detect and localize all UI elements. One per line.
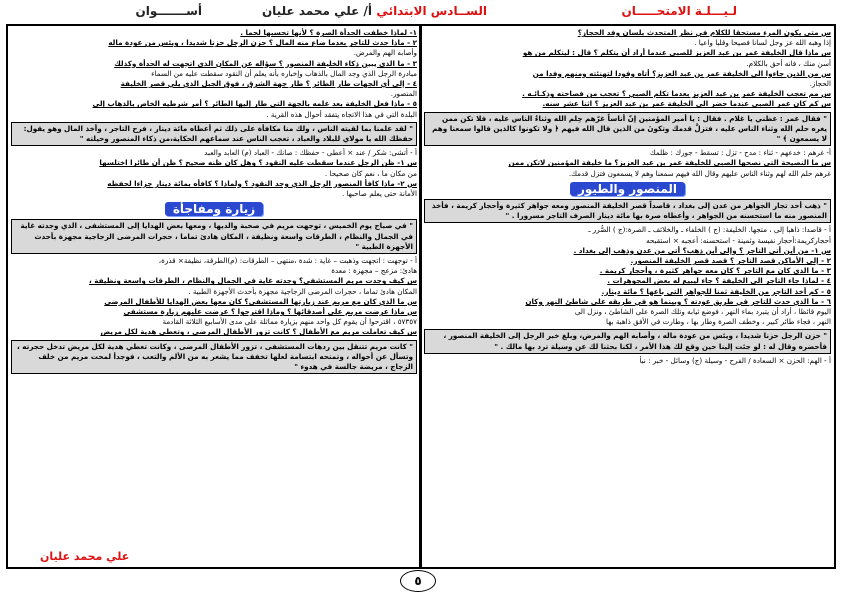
right-column: [424, 28, 831, 565]
quote-text: " في صباح يوم الخميس ، توجهت مريم في صحبة والديها ، ومعها بعض الهدايا إلى المستشفى ، الذي وجدته غاية في الجمال والنظام ، الطرقات واسعة ونظيفة ، المكان هادئ تماما ، حجرات المرضى الزجاجية مجهزة بأحدث الأجهزة الطبية ": [20, 221, 413, 251]
question-line: ٤ - لماذا جاء التاجر الى الخليفة ؟ جاء ليبيع له بعض المجوهرات .: [607, 276, 831, 286]
section-heading: [424, 182, 831, 196]
signature: علي محمد عليان: [40, 550, 130, 563]
answer-line: الحجاز.: [809, 79, 831, 89]
question-line: ٦ - ما الذي حدث للتاجر في طريق عودته ؟ وبينما هو في طريقه على شاطئ النهر وكان: [525, 296, 831, 306]
question-line: ٥ - كم أخذ التاجر من الخليفة ثمنا للجواهر التي باعها ؟ مائة دينار.: [601, 286, 831, 296]
question-line: س ما الذي كان مع مريم عند زيارتها المستشفى؟ كان معها بعض الهدايا للأطفال المرضى: [104, 296, 417, 306]
page-header: [0, 4, 842, 24]
question-line: س ماذا قال الخليفة عمر بن عبد العزيز للصبي عندما أراد أن يتكلم ؟ قال : ليتكلم من هو: [522, 48, 831, 58]
exam-title: لـيـــلـة الامتحـــــان: [621, 4, 737, 18]
answer-line: المكان هادئ تماما ، حجرات المرضى الزجاجية مجهزة بأحدث الأجهزة الطبية .: [188, 286, 417, 296]
answer-line: مبادرة الرجل الذي وجد المال بالذهاب وإخباره بأنه يعلم أن النقود سقطت عليه من السماء: [151, 68, 417, 78]
vocab-line: أ - أتشى: شكر / عند × أعطى - حفظك : صانك - العباد (م) العابد والعبد: [204, 148, 417, 158]
question-line: ١- لماذا خطفت الحدأة الصرة ؟ لأنها تحسبها لحما .: [240, 28, 417, 37]
question-line: ٣ - ما الذي يبين ذكاء الخليفة المنصور ؟ سؤاله عن المكان الذي اتجهت له الحدأة وكذلك: [114, 58, 417, 68]
question-line: س مم تعجب الخليفة عمر بن عبد العزيز بعدما تكلم الصبي ؟ تعجب من فصاحته وذكـائـه .: [522, 89, 831, 99]
question-line: س كيف وجدت مريم المستشفى؟ وجدته غاية في الجمال والنظام ، الطرقات واسعة ونظيفة ،: [89, 276, 417, 286]
answer-line: المنصور.: [390, 89, 417, 99]
question-line: س كيف تعاملت مريم مع الأطفال ؟ كانت تزور الأطفال المرضى ، وتعطي هدية لكل مريض: [100, 327, 417, 337]
answer-line: الأمانة حتى يعلم صاحبها .: [341, 189, 417, 199]
quote-text: " لقد علمنا بما لقيته الناس ، ولك منا مكافأة على ذلك ثم أعطاه مائة دينار ، فرح التاجر ، وأخذ المال وهو يقول: حفظك الله يا مولاي للبلاد والعباد ، تعجب الناس عند سماعهم الحكاية،من ذكاء المنصور وحيلته ": [23, 123, 413, 144]
left-column-frame: [6, 24, 422, 569]
quote-box: [11, 340, 417, 375]
question-line: س ١- ظن الرجل عندما سقطت عليه النقود ؟ وهل كان ظنه صحيح ؟ ظن أن طائرا اختلسها: [99, 158, 417, 168]
quote-text: " ذهب أحد تجار الجواهر من عدن إلى بغداد ، قاصداً قصر الخليفة المنصور ومعه جواهر كثيرة وأحجار كريمة ، فأخذ المنصور منه ما استحسنه من الجواهر ، وأعطاه صرة بها مائة دينار الصرف التاجر مسرورا . ": [431, 201, 827, 221]
answer-line: إذا وهبه الله عز وجل لسانا فصيحا وقلبا واعيا .: [694, 38, 831, 48]
quote-text: " فقال عمر : عظني يا غلام . فقال : يا أمير المؤمنين إنّ أناساً غرّهم حِلم الله وثناءُ الناس عليه ، فلا تكن ممن يغره حلم الله وثناء الناس عليه ، فتزلَّ قدمك وتكونَ من الذين قال الله فيهم ﴿ ولا تكونوا كالذين قالوا سمعنا وهم لا يسمعون ﴾ ": [432, 113, 827, 144]
teacher-name: أ/ علي محمد عليان: [261, 4, 372, 18]
page-number: ٥: [400, 570, 436, 592]
question-line: س ١- من أين أتى التاجر ؟ وإلى أين ذهب؟ أتى من عدن وذهب إلى بغداد .: [573, 245, 831, 255]
vocab-line: هادئ: مزعج – مجهزة : معدة: [331, 266, 417, 276]
answer-line: أسن منك ، فانه أحق بالكلام.: [746, 58, 831, 68]
vocab-line: أحجاركريمة:أحجار نفيسة وثمينة - استحسنه: أعجبه × استقبحه: [646, 235, 831, 245]
quote-text: " حزن الرجل حزنا شديدا ، ويئس من عودة ماله ، وأصابه الهم والمرض، وبلغ خبر الرجل إلى الخليفة المنصور ، فأحضره وقال له : لو جئت إلينا حين وقع لك هذا الأمر ، لكنا بحثنا لك عن وسيلة ترد بها مالك . ": [443, 331, 827, 351]
quote-box: [11, 122, 417, 146]
answer-line: البلدة التي في هذا الاتجاه يتفقد أحوال هذه القرية .: [266, 109, 417, 119]
vocab-line: أ- غرهم : خدعهم - ثناء : مدح - تزل : تسقط - جورك : ظلمك: [649, 148, 831, 158]
vocab-line: أ - قاصدا: ذاهبا إلى ، متجها. الخليفة: (ج ) الخلفاء ـ والخلائف ـ الصرة:(ج ) الصُّرر ـ: [588, 225, 831, 235]
grade-label: الســادس الابتدائي: [376, 4, 487, 18]
question-line: س من الذين جاءوا الى الخليفة عمر بن عبد العزيز؟ أتاه وفودا لتهنئته ومنهم وفدا من: [532, 68, 831, 78]
answer-line: من مكان ما ، نعم كان صحيحا .: [324, 168, 417, 178]
question-line: س متى يكون المرء مستحقا للكلام في نظر المتحدث بلسان وفد الحجاز؟: [577, 28, 831, 37]
left-column: [11, 28, 417, 565]
question-line: ٥ - ماذا فعل الخليفة بعد علمه بالجهة التي طار إليها الطائر ؟ أمر شرطيه الخاص بالذهاب إلى: [92, 99, 417, 109]
right-column-frame: [419, 24, 836, 569]
question-line: ٢ - إلى الأماكن قصد التاجر ؟ قصد قصر الخليفة المنصور.: [630, 256, 831, 266]
city-label: أســـــــوان: [135, 4, 202, 18]
question-line: س كم كان عمر الصبي عندما حضر الى الخليفة عمر بن عبد العزيز ؟ اثنا عشر سنه.: [542, 99, 831, 109]
question-line: ٤ - إلى أي الجهات طار الطائر ؟ طار جهة الشرق ، فوق الجبل الذي يلي قصر الخليفة: [120, 79, 417, 89]
answer-line: وأصابه الهم والمرض.: [353, 48, 417, 58]
question-line: ٢ - ماذا حدث للتاجر بعدما ضاع منه المال ؟ حزن الرجل حزنا شديدا ، ويئس من عودة ماله: [108, 38, 417, 48]
answer-line: ٥٧٣٥٧ ، اقترحوا أن يقوم كل واحد منهم بزيارة مماثلة على مدى الأسابيع الثلاثة القادمة: [162, 317, 417, 327]
vocab-line: أ - الهم: الحزن × السعادة / الفرح - وسيلة (ج) وسائل - خبر : نبأ: [639, 355, 831, 365]
answer-line: النهر ، فجاء طائر كبير ، وخطف الصرة وطار بها ، وطارت في الأفق ذاهبة بها: [606, 317, 831, 327]
quote-box: [11, 219, 417, 254]
question-line: س ٢- ماذا كافأ المنصور الرجل الذي وجد النقود ؟ ولماذا ؟ كافأه بمائة دينار جزاءا لحفظه: [107, 178, 417, 188]
section-title: زيارة ومفاجأة: [165, 202, 263, 216]
vocab-line: أ - توجهت : اتجهت وذهبت – غاية : شدة ،منتهى – الطرقات: (م)الطرقة، نظيفة× قذرة،: [158, 256, 417, 266]
question-line: ٣ - ما الذي كان مع التاجر ؟ كان معه جواهر كثيرة ، وأحجار كريمة .: [599, 266, 831, 276]
answer-line: غرهم حلم الله لهم وثناء الناس عليهم وقال الله فيهم سمعنا وهم لا يسمعون فتزل قدمك.: [568, 168, 831, 178]
answer-line: اليوم قائظا ، أراد أن يتبرد بماء النهر ، فوضع ثيابه وتلك الصرة على الشاطئ ، ونزل الى: [574, 307, 831, 317]
section-heading: [11, 202, 417, 216]
section-title: المنصور والطيور: [570, 182, 685, 196]
quote-box: [424, 329, 831, 353]
quote-text: " كانت مريم تتنقل بين ردهات المستشفى ، تزور الأطفال المرضى ، وكانت تعطي هدية لكل مريض تدخل حجرته ، وتسأل عن أحواله ، وتمنحه ابتسامة لعلها تخفف مما يشعر به من الألم والتعب ، فوجدأ لمحت مريم من خلف الزجاج ، مريضة جالسة في هدوء ": [17, 341, 413, 372]
question-line: س ما النصيحة التي نصحها الصبي للخليفة عمر بن عبد العزيز؟ ما خليفة المؤمنين لاتكن ممن: [508, 158, 831, 168]
quote-box: [424, 112, 831, 147]
quote-box: [424, 199, 831, 223]
question-line: س ماذا عرضت مريم على أصدقائها ؟ وماذا اقترحوا ؟ عرضت عليهم زيارة مستشفى: [123, 307, 417, 317]
